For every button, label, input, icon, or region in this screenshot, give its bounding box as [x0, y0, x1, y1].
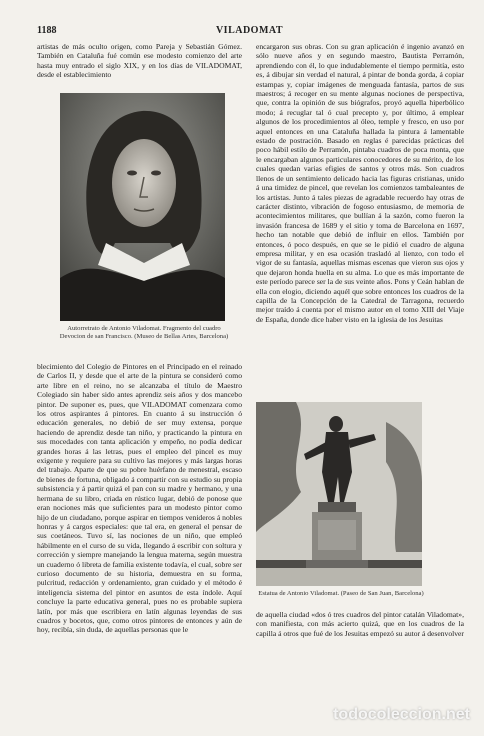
right-column-top-text: [256, 42, 464, 392]
left-column-top-text: [37, 42, 242, 88]
left-column-bottom-text: [37, 362, 242, 702]
paragraph: encargaron sus obras. Con su gran aplicación é ingenio avanzó en sólo nueve años y en segundo maestro, Bautista Perramón, aprendiendo con él, lo que indudablemente el tiempo permitía, esto es, á dibujar sin verdad el natural, á pintar de bonda gorda, á copiar estampas y, copiar imágenes de menguada fantasía, partos de sus maestros; á recoger en su mente algunas nociones de perspectiva, que, contra la opinión de sus biógrafos, proyó aquella hiperbólico modo; á recuglar tal ó cual precepto y, por último, á emplear algunos de los procedimientos al óleo, temple y fresco, en uso por aquel entonces en una Cataluña hallada la pintura á lamentable estado de postración. Basado en reglas é parecidas prácticas del poco hábil estilo de Perramón, pintaba cuadros de poca monta, que le encargaban algunos particulares conocedores de su mérito, de los cuales quedan varias efigies de santos y otros más. Son cuadros llenos de un sentimiento delicado hacia las figuras cristianas, unido á una timidez de pincel, que revelan los comienzos tambaleantes de los artistas. Junto á tales piezas de agradable recuerdo hay otras de carácter distinto, vibración de fogoso entusiasmo, de memoria de acontecimientos militares, que bullían á la sazón, como fueron la invasión francesa de 1689 y el sitio y toma de Barcelona en 1697, hecho tan notable que debió de influir en ellos. También por entonces, ó poco después, en que se le pidió el cuadro de alguna empresa militar, y en esa ocasión trasladó al lienzo, con todo el vigor de su fantasía, aquellas mismas escenas que vieron sus ojos y que dejaron honda huella en su alma. Lo que es más importante de este período parece ser la de sus veinte años. Pons y Ceán hablan de ella con elogio, diciendo aquél que sobre entonces los cuadros de la capilla de la Concepción de la Catedral de Tarragona, recuerdo mejor traído á cuenta por el mismo autor en el tomo XIII del Viaje de España, donde dice haber visto en la iglesia de los Jesuitas: [256, 42, 464, 324]
paragraph: de aquella ciudad «dos ó tres cuadros del pintor catalán Viladomat», con manifiesta, con más acierto quizá, que en los cuadros de la capilla á otros que fué de los Jesuitas empezó su autor á desenvolver: [256, 610, 464, 638]
paragraph: blecimiento del Colegio de Pintores en el Principado en el reinado de Carlos II, y desde que el arte de la pintura se consideró como arte libre en el reino, no se alcanzaba el título de Maestro Colegiado sin haber sido antes aprendiz seis años y dos mancebo pintor. De suponer es, pues, que VILADOMAT comenzara como los otros aspirantes á pintores. En cuanto á su instrucción ó educación generales, no debió de ser muy extensa, porque haciendo de aprendiz desde tan niño, y practicando la pintura en sus mocedades con tanta aplicación y empeño, no podía dedicar grandes horas á las letras, pues el empleo del pincel es muy exigente y requiere para su cultivo las mejores y más largas horas del trabajo. Aparte de que su pobre huérfano de menestral, escaso de bienes de fortuna, obligado á compartir con su estudio su propia subsistencia y á partir quizá el pan con su madre y hermano, y una hermana de su libro, criada en rústico lugar, debió de ponose que eran nociones más que suficientes para un modesto pintor como hijo de un ciudadano, porque aspirar en tiempos venideros á nobles honras y á cargos especiales: que tal era, en general el pensar de sus coetáneos. Tuvo sí, las nociones de un niño, que empleó hábilmente en el curso de su vida, llegando á escribir con soltura y corrección y siempre manejando la lengua materna, según muestra un cuaderno ó libreta de familia existente todavía, el cual, sobre ser curioso documento de su historia, demuestra en su forma, pulcritud, redacción y ordenamiento, gran cuidado y el método é inteligencia sistema del pintor en asuntos de esta índole. Aquí concluye la parte educativa general, pues no es probable supiera latín, por más que escribiera en latín algunas leyendas de sus cuadros y bocetos, que, como otros pintores de entonces y aún de hoy, recibía, sin duda, de aquellas personas que le: [37, 362, 242, 635]
page-number: 1188: [37, 25, 57, 36]
portrait-figure: [60, 93, 225, 321]
right-column-bottom-text: [256, 610, 464, 700]
statue-caption: Estatua de Antonio Viladomat. (Paseo de San Juan, Barcelona): [258, 590, 424, 597]
statue-image: [256, 402, 422, 586]
portrait-image: [60, 93, 225, 321]
portrait-caption: Autorretrato de Antonio Viladomat. Fragmento del cuadro Devocion de san Francisco. (Museo de Bellas Artes, Barcelona): [59, 325, 229, 340]
statue-figure: [256, 402, 422, 586]
page-header: [37, 25, 462, 39]
paragraph: artistas de más oculto origen, como Pareja y Sebastián Gómez. También en Cataluña fué común ese modesto comienzo del arte hasta muy entrado el siglo XIX, y en los días de VILADOMAT, desde el establecimiento: [37, 42, 242, 80]
running-title: VILADOMAT: [215, 25, 284, 36]
watermark: todocoleccion.net: [333, 706, 470, 723]
